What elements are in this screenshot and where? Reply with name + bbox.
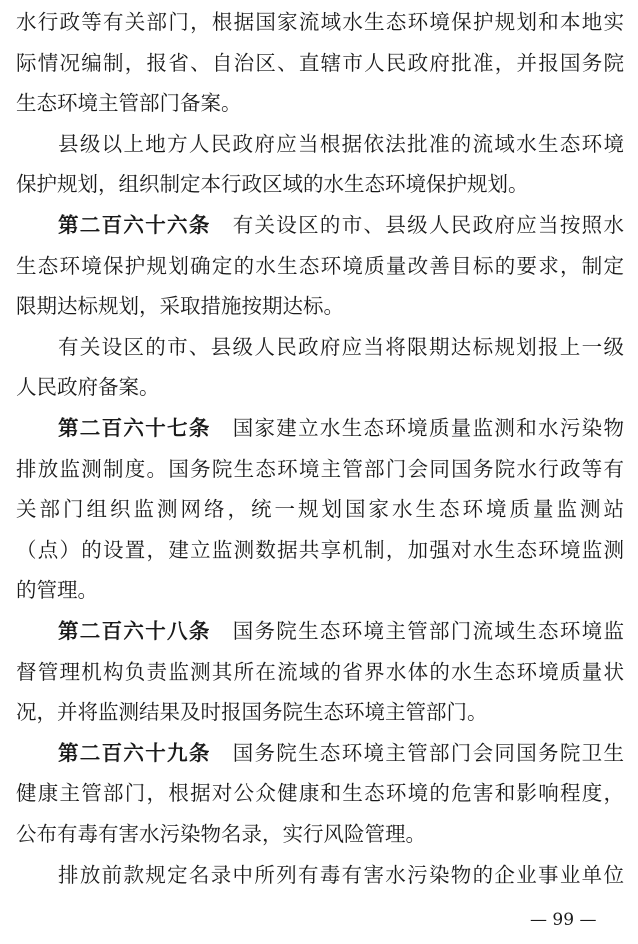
text-line: （点）的设置，建立监测数据共享机制，加强对水生态环境监测 [16,537,624,562]
text-line: 际情况编制，报省、自治区、直辖市人民政府批准，并报国务院 [16,50,624,75]
article-heading: 第二百六十八条 [58,619,211,643]
article-267-first-line [16,416,624,440]
text-line: 人民政府备案。 [16,375,160,400]
text-line: 健康主管部门，根据对公众健康和生态环境的危害和影响程度， [16,781,624,806]
page-number: — 99 — [530,910,597,930]
article-heading: 第二百六十七条 [58,416,211,440]
article-heading: 第二百六十九条 [58,740,211,765]
text-line: 督管理机构负责监测其所在流域的省界水体的水生态环境质量状 [16,659,624,684]
article-268-first-line [16,619,624,643]
text-segment: 国务院生态环境主管部门流域生态环境监 [232,619,624,643]
text-segment: 有关设区的市、县级人民政府应当按照水 [232,213,624,237]
text-line: 县级以上地方人民政府应当根据依法批准的流域水生态环境 [58,131,624,156]
text-segment: 国家建立水生态环境质量监测和水污染物 [232,416,624,440]
text-line: 排放前款规定名录中所列有毒有害水污染物的企业事业单位 [58,862,624,887]
text-line: 生态环境主管部门备案。 [16,91,242,116]
text-line: 有关设区的市、县级人民政府应当将限期达标规划报上一级 [58,334,624,359]
text-line: 水行政等有关部门，根据国家流域水生态环境保护规划和本地实 [16,10,624,34]
text-line: 况，并将监测结果及时报国务院生态环境主管部门。 [16,700,488,725]
article-266-first-line [16,213,624,237]
text-line: 关部门组织监测网络，统一规划国家水生态环境质量监测站 [16,497,624,522]
text-line: 公布有毒有害水污染物名录，实行风险管理。 [16,822,426,846]
text-line: 限期达标规划，采取措施按期达标。 [16,294,344,319]
text-line: 生态环境保护规划确定的水生态环境质量改善目标的要求，制定 [16,253,624,278]
text-segment: 国务院生态环境主管部门会同国务院卫生 [232,740,624,765]
text-line: 排放监测制度。国务院生态环境主管部门会同国务院水行政等有 [16,456,624,481]
text-line: 的管理。 [16,578,98,603]
article-269-first-line [16,741,624,765]
text-line: 保护规划，组织制定本行政区域的水生态环境保护规划。 [16,172,529,197]
article-heading: 第二百六十六条 [58,213,211,237]
